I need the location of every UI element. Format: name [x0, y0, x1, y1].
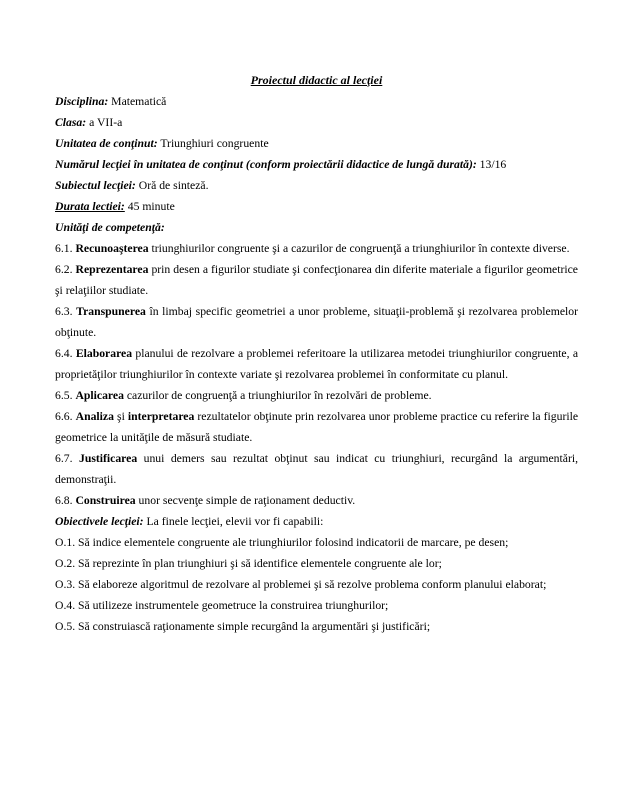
- competency-keyword: Transpunerea: [76, 305, 146, 318]
- objectives-section: [55, 532, 578, 637]
- meta-label: Durata lectiei:: [55, 200, 125, 213]
- meta-line: [55, 133, 578, 154]
- competency-keyword: Construirea: [75, 494, 136, 507]
- meta-value: Triunghiuri congruente: [157, 137, 269, 150]
- competency-text: planului de rezolvare a problemei referitoare la utilizarea metodei triunghiurilor congruente, a proprietăţilor triunghiurilor în contexte variate şi rezolvarea problemei în conformitate cu planul.: [55, 347, 579, 381]
- competency-text: şi: [113, 410, 128, 423]
- competency-text: rezultatelor obţinute prin rezolvarea unor probleme practice cu referire la figurile geometrice la unităţile de măsură studiate.: [55, 410, 579, 444]
- competency-item: [55, 448, 578, 490]
- competency-text: 6.2.: [55, 263, 76, 276]
- competency-text: 6.8.: [55, 494, 76, 507]
- competency-keyword: Recunoaşterea: [75, 242, 149, 255]
- competency-item: [55, 406, 578, 448]
- meta-label: Numărul lecţiei în unitatea de conţinut (conform proiectării didactice de lungă durată):: [55, 158, 477, 171]
- competency-keyword: Analiza: [75, 410, 114, 423]
- meta-line: [55, 154, 578, 175]
- meta-label: Unităţi de competenţă:: [55, 221, 165, 234]
- competency-item: [55, 385, 578, 406]
- objective-item: O.4. Să utilizeze instrumentele geometruce la construirea triunghurilor;: [55, 599, 389, 612]
- competency-text: 6.4.: [55, 347, 76, 360]
- meta-label: Clasa:: [55, 116, 87, 129]
- meta-value: 13/16: [476, 158, 507, 171]
- competency-text: 6.5.: [55, 389, 76, 402]
- meta-section: [55, 91, 578, 238]
- competency-keyword: Elaborarea: [75, 347, 133, 360]
- competency-item: [55, 259, 578, 301]
- meta-line: [55, 217, 578, 238]
- meta-line: [55, 112, 578, 133]
- meta-label: Unitatea de conţinut:: [55, 137, 158, 150]
- competency-text: 6.3.: [55, 305, 77, 318]
- meta-label: Subiectul lecţiei:: [55, 179, 136, 192]
- competency-item: [55, 238, 578, 259]
- meta-value: Oră de sinteză.: [135, 179, 209, 192]
- competency-text: prin desen a figurilor studiate şi confecţionarea din diferite materiale a figurilor geometrice şi relaţiilor studiate.: [55, 263, 578, 297]
- competency-keyword: Aplicarea: [75, 389, 124, 402]
- competency-item: [55, 301, 578, 343]
- competency-item: [55, 343, 578, 385]
- competency-section: [55, 238, 578, 511]
- competency-text: 6.7.: [55, 452, 79, 465]
- meta-value: Matematică: [108, 95, 167, 108]
- competency-text: unor secvenţe simple de raţionament deductiv.: [135, 494, 356, 507]
- competency-text: unui demers sau rezultat obţinut sau indicat cu triunghiuri, recurgând la argumentări, demonstraţii.: [55, 452, 579, 486]
- competency-item: [55, 490, 578, 511]
- document-title: Proiectul didactic al lecţiei: [250, 73, 383, 87]
- objectives-heading-label: Obiectivele lecţiei:: [55, 515, 144, 528]
- competency-text: cazurilor de congruenţă a triunghiurilor în rezolvări de probleme.: [123, 389, 432, 402]
- competency-text: 6.1.: [55, 242, 76, 255]
- meta-line: [55, 91, 578, 112]
- objective-item: O.1. Să indice elementele congruente ale triunghiurilor folosind indicatorii de marcare, pe desen;: [55, 536, 509, 549]
- meta-label: Disciplina:: [55, 95, 109, 108]
- competency-keyword: interpretarea: [127, 410, 195, 423]
- objective-item: O.2. Să reprezinte în plan triunghiuri şi să identifice elementele congruente ale lor;: [55, 557, 442, 570]
- objective-item: O.5. Să construiască raţionamente simple recurgând la argumentări şi justificări;: [55, 620, 431, 633]
- competency-text: în limbaj specific geometriei a unor probleme, situaţii-problemă şi rezolvarea problemelor obţinute.: [55, 305, 579, 339]
- meta-value: 45 minute: [124, 200, 175, 213]
- meta-line: [55, 196, 578, 217]
- objective-item: O.3. Să elaboreze algoritmul de rezolvare al problemei şi să rezolve problema conform planului elaborat;: [55, 578, 547, 591]
- competency-keyword: Reprezentarea: [75, 263, 149, 276]
- competency-keyword: Justificarea: [78, 452, 138, 465]
- competency-text: 6.6.: [55, 410, 76, 423]
- objectives-heading-text: La finele lecţiei, elevii vor fi capabili:: [143, 515, 324, 528]
- meta-line: [55, 175, 578, 196]
- meta-value: a VII-a: [86, 116, 123, 129]
- objectives-heading: [55, 511, 578, 532]
- competency-text: triunghiurilor congruente şi a cazurilor de congruenţă a triunghiurilor în contexte diverse.: [148, 242, 570, 255]
